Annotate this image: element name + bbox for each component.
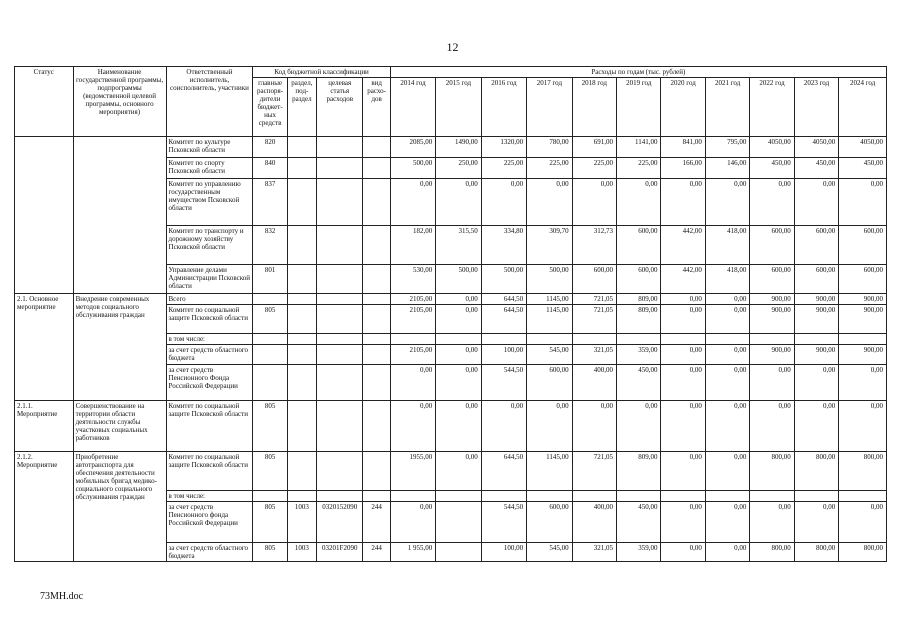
value-cell: 0,00 xyxy=(705,345,749,365)
code-section-cell: 1003 xyxy=(287,543,316,562)
value-cell: 1 955,00 xyxy=(390,543,435,562)
value-cell: 500,00 xyxy=(390,158,435,179)
value-cell: 225,00 xyxy=(617,158,661,179)
value-cell: 321,05 xyxy=(572,543,616,562)
value-cell: 0,00 xyxy=(661,543,705,562)
value-cell xyxy=(705,334,749,345)
value-cell: 0,00 xyxy=(705,305,749,334)
value-cell: 359,00 xyxy=(617,543,661,562)
value-cell: 0,00 xyxy=(572,179,616,226)
value-cell: 0,00 xyxy=(481,179,526,226)
value-cell: 600,00 xyxy=(527,365,572,401)
value-cell: 1145,00 xyxy=(527,294,572,305)
value-cell xyxy=(705,491,749,502)
code-grbs-cell: 805 xyxy=(253,305,287,334)
value-cell: 0,00 xyxy=(436,179,481,226)
code-target-cell xyxy=(317,158,363,179)
value-cell: 250,00 xyxy=(436,158,481,179)
value-cell: 780,00 xyxy=(527,137,572,158)
value-cell: 600,00 xyxy=(617,226,661,265)
code-target-cell xyxy=(317,294,363,305)
value-cell: 1320,00 xyxy=(481,137,526,158)
table-row xyxy=(15,294,887,305)
value-cell: 900,00 xyxy=(839,294,887,305)
value-cell xyxy=(750,491,794,502)
value-cell: 0,00 xyxy=(436,401,481,452)
header-year: 2023 год xyxy=(794,78,838,137)
value-cell: 600,00 xyxy=(750,265,794,294)
value-cell: 1145,00 xyxy=(527,452,572,491)
responsible-cell: Комитет по спорту Псковской области xyxy=(166,158,253,179)
value-cell: 0,00 xyxy=(661,294,705,305)
code-section-cell xyxy=(287,294,316,305)
status-cell: 2.1.1. Мероприятие xyxy=(15,401,74,452)
value-cell: 0,00 xyxy=(794,502,838,543)
value-cell xyxy=(617,491,661,502)
value-cell: 2105,00 xyxy=(390,345,435,365)
header-status: Статус xyxy=(15,67,74,137)
value-cell: 800,00 xyxy=(839,452,887,491)
code-type-cell xyxy=(363,137,390,158)
code-target-cell: 03201F2090 xyxy=(317,543,363,562)
header-year: 2019 год xyxy=(617,78,661,137)
header-code-target: целевая статья расходов xyxy=(317,78,363,137)
code-target-cell xyxy=(317,179,363,226)
value-cell: 0,00 xyxy=(390,401,435,452)
value-cell: 0,00 xyxy=(617,179,661,226)
value-cell: 545,00 xyxy=(527,345,572,365)
code-grbs-cell: 837 xyxy=(253,179,287,226)
code-type-cell xyxy=(363,491,390,502)
code-type-cell xyxy=(363,345,390,365)
code-section-cell xyxy=(287,265,316,294)
code-type-cell xyxy=(363,401,390,452)
code-type-cell xyxy=(363,334,390,345)
code-grbs-cell: 805 xyxy=(253,452,287,491)
value-cell: 721,05 xyxy=(572,305,616,334)
code-section-cell xyxy=(287,334,316,345)
code-section-cell xyxy=(287,158,316,179)
value-cell: 1490,00 xyxy=(436,137,481,158)
code-type-cell: 244 xyxy=(363,543,390,562)
value-cell: 0,00 xyxy=(839,365,887,401)
value-cell xyxy=(436,491,481,502)
code-target-cell: 0320152090 xyxy=(317,502,363,543)
value-cell: 841,00 xyxy=(661,137,705,158)
code-grbs-cell: 801 xyxy=(253,265,287,294)
value-cell: 900,00 xyxy=(750,294,794,305)
budget-expenses-table xyxy=(14,66,887,562)
header-year: 2016 год xyxy=(481,78,526,137)
responsible-cell: Комитет по транспорту и дорожному хозяйству Псковской области xyxy=(166,226,253,265)
responsible-cell: Всего xyxy=(166,294,253,305)
value-cell: 0,00 xyxy=(661,345,705,365)
code-grbs-cell xyxy=(253,334,287,345)
responsible-cell: за счет средств областного бюджета xyxy=(166,543,253,562)
value-cell: 721,05 xyxy=(572,452,616,491)
table-row xyxy=(15,401,887,452)
value-cell: 0,00 xyxy=(750,365,794,401)
value-cell xyxy=(750,334,794,345)
value-cell xyxy=(390,491,435,502)
code-type-cell xyxy=(363,179,390,226)
code-section-cell xyxy=(287,345,316,365)
value-cell: 1141,00 xyxy=(617,137,661,158)
header-year: 2020 год xyxy=(661,78,705,137)
value-cell: 809,00 xyxy=(617,452,661,491)
value-cell xyxy=(527,491,572,502)
value-cell: 182,00 xyxy=(390,226,435,265)
code-target-cell xyxy=(317,491,363,502)
value-cell: 795,00 xyxy=(705,137,749,158)
header-year: 2014 год xyxy=(390,78,435,137)
header-year: 2015 год xyxy=(436,78,481,137)
responsible-cell: Комитет по управлению государственным имуществом Псковской области xyxy=(166,179,253,226)
value-cell: 100,00 xyxy=(481,345,526,365)
value-cell: 100,00 xyxy=(481,543,526,562)
code-section-cell xyxy=(287,226,316,265)
value-cell: 691,00 xyxy=(572,137,616,158)
value-cell: 530,00 xyxy=(390,265,435,294)
value-cell: 4050,00 xyxy=(794,137,838,158)
footer-filename: 73MH.doc xyxy=(40,591,84,602)
name-cell: Приобретение автотранспорта для обеспечения деятельности мобильных бригад медико-социального социального обслуживания граждан xyxy=(73,452,166,562)
value-cell: 600,00 xyxy=(527,502,572,543)
code-section-cell xyxy=(287,365,316,401)
name-cell xyxy=(73,137,166,294)
value-cell xyxy=(794,334,838,345)
code-grbs-cell: 805 xyxy=(253,401,287,452)
table-row xyxy=(15,452,887,491)
value-cell: 2105,00 xyxy=(390,305,435,334)
value-cell: 600,00 xyxy=(572,265,616,294)
value-cell: 0,00 xyxy=(705,452,749,491)
code-type-cell xyxy=(363,158,390,179)
value-cell: 225,00 xyxy=(481,158,526,179)
responsible-cell: за счет средств Пенсионного Фонда Российской Федерации xyxy=(166,365,253,401)
value-cell xyxy=(436,543,481,562)
value-cell: 0,00 xyxy=(481,401,526,452)
value-cell: 4050,00 xyxy=(839,137,887,158)
code-grbs-cell xyxy=(253,294,287,305)
header-row-1 xyxy=(15,67,887,78)
value-cell: 900,00 xyxy=(794,345,838,365)
value-cell: 166,00 xyxy=(661,158,705,179)
value-cell: 0,00 xyxy=(794,365,838,401)
header-year: 2017 год xyxy=(527,78,572,137)
value-cell: 2085,00 xyxy=(390,137,435,158)
value-cell: 334,80 xyxy=(481,226,526,265)
value-cell: 0,00 xyxy=(839,401,887,452)
value-cell: 809,00 xyxy=(617,305,661,334)
value-cell: 0,00 xyxy=(661,179,705,226)
code-target-cell xyxy=(317,305,363,334)
value-cell: 0,00 xyxy=(661,305,705,334)
value-cell xyxy=(572,334,616,345)
value-cell: 900,00 xyxy=(839,305,887,334)
value-cell: 418,00 xyxy=(705,226,749,265)
value-cell: 400,00 xyxy=(572,365,616,401)
value-cell: 900,00 xyxy=(750,345,794,365)
status-cell: 2.1. Основное мероприятие xyxy=(15,294,74,401)
responsible-cell: Комитет по социальной защите Псковской области xyxy=(166,452,253,491)
code-grbs-cell: 832 xyxy=(253,226,287,265)
value-cell: 359,00 xyxy=(617,345,661,365)
code-type-cell xyxy=(363,226,390,265)
responsible-cell: Комитет по социальной защите Псковской области xyxy=(166,305,253,334)
value-cell: 0,00 xyxy=(390,502,435,543)
value-cell: 644,50 xyxy=(481,294,526,305)
value-cell xyxy=(481,334,526,345)
value-cell: 0,00 xyxy=(750,502,794,543)
header-budget-code: Код бюджетной классификации xyxy=(253,67,390,78)
value-cell: 225,00 xyxy=(572,158,616,179)
value-cell xyxy=(390,334,435,345)
value-cell: 900,00 xyxy=(839,345,887,365)
value-cell: 312,73 xyxy=(572,226,616,265)
value-cell: 800,00 xyxy=(750,543,794,562)
header-year: 2018 год xyxy=(572,78,616,137)
value-cell xyxy=(572,491,616,502)
responsible-cell: в том числе: xyxy=(166,491,253,502)
value-cell: 400,00 xyxy=(572,502,616,543)
value-cell: 900,00 xyxy=(794,305,838,334)
value-cell: 1955,00 xyxy=(390,452,435,491)
value-cell xyxy=(481,491,526,502)
value-cell: 0,00 xyxy=(661,502,705,543)
value-cell: 0,00 xyxy=(527,401,572,452)
value-cell: 600,00 xyxy=(794,265,838,294)
table-row xyxy=(15,137,887,158)
value-cell: 600,00 xyxy=(750,226,794,265)
value-cell: 0,00 xyxy=(436,365,481,401)
code-section-cell xyxy=(287,491,316,502)
value-cell: 900,00 xyxy=(794,294,838,305)
code-section-cell: 1003 xyxy=(287,502,316,543)
value-cell: 0,00 xyxy=(794,179,838,226)
value-cell: 800,00 xyxy=(750,452,794,491)
code-grbs-cell xyxy=(253,365,287,401)
value-cell: 500,00 xyxy=(481,265,526,294)
code-section-cell xyxy=(287,179,316,226)
code-type-cell: 244 xyxy=(363,502,390,543)
value-cell: 545,00 xyxy=(527,543,572,562)
value-cell: 0,00 xyxy=(572,401,616,452)
value-cell: 442,00 xyxy=(661,226,705,265)
value-cell xyxy=(436,502,481,543)
value-cell: 0,00 xyxy=(839,502,887,543)
value-cell xyxy=(617,334,661,345)
code-type-cell xyxy=(363,365,390,401)
value-cell: 0,00 xyxy=(750,401,794,452)
value-cell: 0,00 xyxy=(436,452,481,491)
value-cell: 0,00 xyxy=(705,179,749,226)
value-cell: 0,00 xyxy=(436,345,481,365)
value-cell: 0,00 xyxy=(617,401,661,452)
code-type-cell xyxy=(363,452,390,491)
code-section-cell xyxy=(287,452,316,491)
value-cell: 450,00 xyxy=(839,158,887,179)
value-cell: 450,00 xyxy=(617,502,661,543)
name-cell: Совершенствование на территории области деятельности службы участковых социальных работников xyxy=(73,401,166,452)
value-cell: 0,00 xyxy=(750,179,794,226)
value-cell: 900,00 xyxy=(750,305,794,334)
value-cell: 0,00 xyxy=(436,294,481,305)
responsible-cell: Комитет по социальной защите Псковской области xyxy=(166,401,253,452)
value-cell xyxy=(661,334,705,345)
header-year: 2022 год xyxy=(750,78,794,137)
code-target-cell xyxy=(317,226,363,265)
header-name: Наименование государственной программы, подпрограммы (ведомственной целевой программы, основного мероприятия) xyxy=(73,67,166,137)
value-cell: 146,00 xyxy=(705,158,749,179)
responsible-cell: Комитет по культуре Псковской области xyxy=(166,137,253,158)
value-cell xyxy=(794,491,838,502)
status-cell xyxy=(15,137,74,294)
value-cell: 418,00 xyxy=(705,265,749,294)
header-responsible: Ответственный исполнитель, соисполнитель, участники xyxy=(166,67,253,137)
header-code-section: раздел, под-раздел xyxy=(287,78,316,137)
value-cell: 0,00 xyxy=(436,305,481,334)
page-number: 12 xyxy=(446,40,459,54)
code-target-cell xyxy=(317,265,363,294)
value-cell: 450,00 xyxy=(794,158,838,179)
value-cell: 809,00 xyxy=(617,294,661,305)
value-cell: 450,00 xyxy=(617,365,661,401)
value-cell: 800,00 xyxy=(794,452,838,491)
code-type-cell xyxy=(363,294,390,305)
code-target-cell xyxy=(317,452,363,491)
value-cell xyxy=(436,334,481,345)
value-cell: 800,00 xyxy=(839,543,887,562)
value-cell: 800,00 xyxy=(794,543,838,562)
header-expenses: Расходы по годам (тыс. рублей) xyxy=(390,67,886,78)
value-cell: 309,70 xyxy=(527,226,572,265)
responsible-cell: за счет средств Пенсионного фонда Российской Федерации xyxy=(166,502,253,543)
value-cell: 721,05 xyxy=(572,294,616,305)
value-cell: 0,00 xyxy=(661,365,705,401)
value-cell: 225,00 xyxy=(527,158,572,179)
value-cell: 0,00 xyxy=(705,294,749,305)
code-type-cell xyxy=(363,265,390,294)
value-cell xyxy=(839,491,887,502)
value-cell: 0,00 xyxy=(705,401,749,452)
value-cell: 2105,00 xyxy=(390,294,435,305)
responsible-cell: за счет средств областного бюджета xyxy=(166,345,253,365)
status-cell: 2.1.2. Мероприятие xyxy=(15,452,74,562)
value-cell: 0,00 xyxy=(794,401,838,452)
value-cell xyxy=(661,491,705,502)
code-grbs-cell: 840 xyxy=(253,158,287,179)
code-grbs-cell xyxy=(253,345,287,365)
value-cell: 0,00 xyxy=(527,179,572,226)
code-grbs-cell: 805 xyxy=(253,502,287,543)
code-target-cell xyxy=(317,401,363,452)
header-code-grbs: главные распоря-дители бюджет-ных средств xyxy=(253,78,287,137)
code-target-cell xyxy=(317,345,363,365)
value-cell: 544,50 xyxy=(481,365,526,401)
value-cell: 450,00 xyxy=(750,158,794,179)
code-grbs-cell: 820 xyxy=(253,137,287,158)
value-cell: 0,00 xyxy=(839,179,887,226)
code-section-cell xyxy=(287,401,316,452)
value-cell: 442,00 xyxy=(661,265,705,294)
value-cell: 0,00 xyxy=(705,543,749,562)
value-cell xyxy=(527,334,572,345)
value-cell: 544,50 xyxy=(481,502,526,543)
value-cell: 0,00 xyxy=(705,365,749,401)
value-cell: 0,00 xyxy=(390,179,435,226)
name-cell: Внедрение современных методов социального обслуживания граждан xyxy=(73,294,166,401)
value-cell: 600,00 xyxy=(839,265,887,294)
header-year: 2024 год xyxy=(839,78,887,137)
value-cell: 500,00 xyxy=(527,265,572,294)
code-section-cell xyxy=(287,305,316,334)
code-target-cell xyxy=(317,334,363,345)
code-type-cell xyxy=(363,305,390,334)
value-cell: 0,00 xyxy=(661,401,705,452)
value-cell: 0,00 xyxy=(390,365,435,401)
value-cell: 500,00 xyxy=(436,265,481,294)
value-cell: 600,00 xyxy=(794,226,838,265)
value-cell: 315,50 xyxy=(436,226,481,265)
code-section-cell xyxy=(287,137,316,158)
code-grbs-cell: 805 xyxy=(253,543,287,562)
code-target-cell xyxy=(317,365,363,401)
value-cell: 644,50 xyxy=(481,452,526,491)
value-cell xyxy=(839,334,887,345)
value-cell: 600,00 xyxy=(839,226,887,265)
header-year: 2021 год xyxy=(705,78,749,137)
code-target-cell xyxy=(317,137,363,158)
value-cell: 644,50 xyxy=(481,305,526,334)
responsible-cell: Управление делами Администрации Псковской области xyxy=(166,265,253,294)
value-cell: 4050,00 xyxy=(750,137,794,158)
value-cell: 0,00 xyxy=(661,452,705,491)
value-cell: 321,05 xyxy=(572,345,616,365)
value-cell: 600,00 xyxy=(617,265,661,294)
header-code-type: вид расхо-дов xyxy=(363,78,390,137)
responsible-cell: в том числе: xyxy=(166,334,253,345)
value-cell: 0,00 xyxy=(705,502,749,543)
code-grbs-cell xyxy=(253,491,287,502)
value-cell: 1145,00 xyxy=(527,305,572,334)
